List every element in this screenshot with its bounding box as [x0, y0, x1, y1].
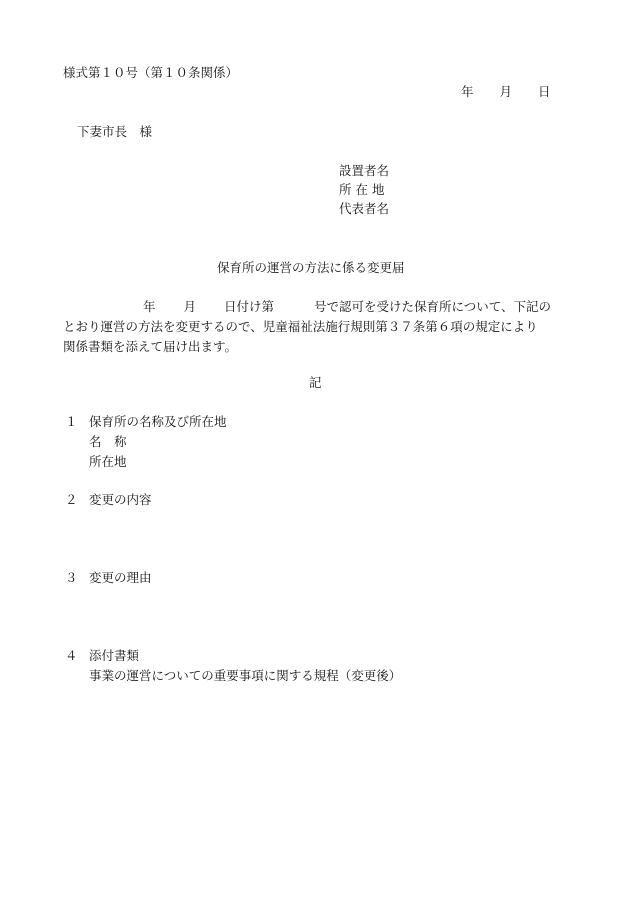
body-paragraph: [63, 297, 583, 357]
item-3-number: ３: [65, 570, 78, 585]
item-4: [65, 650, 139, 663]
body-month: 月: [183, 299, 197, 314]
body-line3: 関係書類を添えて届け出ます。: [63, 339, 238, 354]
item-3: [65, 572, 152, 585]
item-1: [65, 416, 227, 429]
body-line1-rest: 号で認可を受けた保育所について、下記の: [314, 299, 552, 314]
body-line2: とおり運営の方法を変更するので、児童福祉法施行規則第３７条第６項の規定により: [63, 319, 538, 334]
representative-label: 代表者名: [339, 201, 390, 216]
item-1-name-label: 名 称: [89, 434, 127, 449]
body-dated: 日付け第: [224, 299, 275, 314]
item-4-label: 添付書類: [89, 648, 140, 663]
date-month: 月: [499, 84, 513, 99]
date-line: [461, 86, 551, 99]
ki-heading: 記: [309, 375, 322, 390]
item-2: [65, 494, 152, 507]
item-1-location-label: 所在地: [89, 454, 127, 469]
item-4-number: ４: [65, 648, 78, 663]
address-label: 所 在 地: [339, 182, 385, 197]
setter-name-label: 設置者名: [339, 163, 390, 178]
addressee: 下妻市長 様: [77, 124, 153, 139]
item-4-attachment: 事業の運営についての重要事項に関する規程（変更後）: [89, 668, 402, 683]
document-title: 保育所の運営の方法に係る変更届: [217, 260, 405, 275]
item-2-label: 変更の内容: [89, 492, 152, 507]
date-day: 日: [538, 84, 551, 99]
body-year: 年: [143, 299, 156, 314]
item-1-label: 保育所の名称及び所在地: [89, 414, 227, 429]
item-3-label: 変更の理由: [89, 570, 152, 585]
item-2-number: ２: [65, 492, 78, 507]
item-1-number: １: [65, 414, 78, 429]
form-number: 様式第１０号（第１０条関係）: [63, 65, 239, 80]
date-year: 年: [461, 84, 474, 99]
